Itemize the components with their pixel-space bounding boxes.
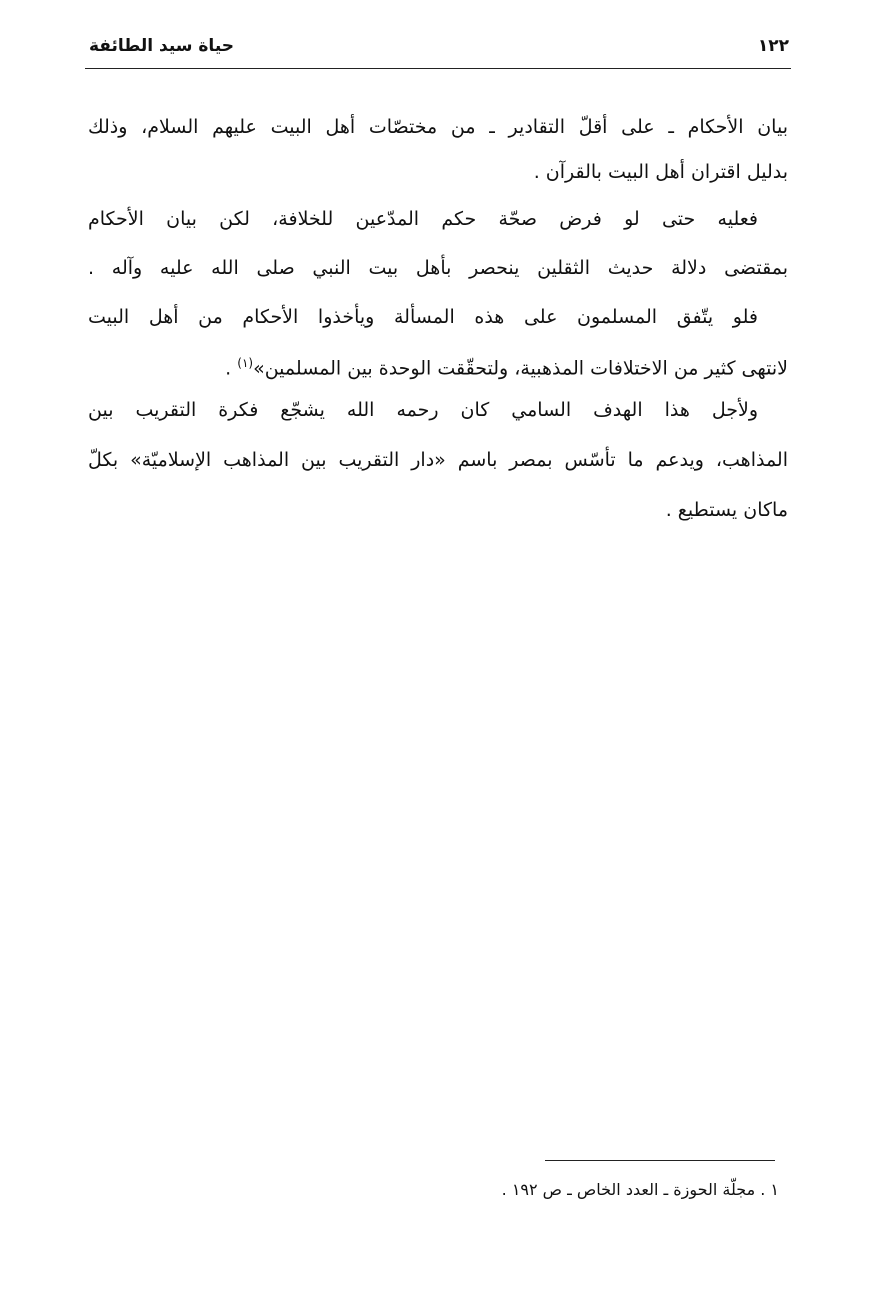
body-line: بيان الأحكام ـ على أقلّ التقادير ـ من مختصّات أهل البيت عليهم السلام، وذلك (88, 116, 788, 138)
body-line: بدليل اقتران أهل البيت بالقرآن . (533, 161, 788, 183)
body-line: ولأجل هذا الهدف السامي كان رحمه الله يشجّع فكرة التقريب بين (88, 399, 758, 421)
body-line-text: لانتهى كثير من الاختلافات المذهبية، ولتحقّقت الوحدة بين المسلمين» (253, 357, 788, 380)
running-header (85, 30, 791, 69)
book-title: حياة سيد الطائفة (89, 36, 235, 56)
footnote: ١ . مجلّة الحوزة ـ العدد الخاص ـ ص ١٩٢ . (501, 1180, 779, 1199)
footnote-marker[interactable]: (١) (237, 356, 254, 370)
body-line: المذاهب، ويدعم ما تأسّس بمصر باسم «دار التقريب بين المذاهب الإسلاميّة» بكلّ (88, 449, 788, 471)
page-number: ١٢٢ (757, 36, 789, 56)
body-line: فلو يتّفق المسلمون على هذه المسألة ويأخذوا الأحكام من أهل البيت (88, 306, 758, 328)
line-end-period: . (225, 357, 238, 380)
body-line (88, 348, 788, 378)
footnote-divider (545, 1160, 775, 1161)
body-line: فعليه حتى لو فرض صحّة حكم المدّعين للخلافة، لكن بيان الأحكام (88, 208, 758, 230)
body-line: ماكان يستطيع . (665, 499, 788, 521)
body-line: بمقتضى دلالة حديث الثقلين ينحصر بأهل بيت النبي صلى الله عليه وآله . (88, 257, 788, 279)
